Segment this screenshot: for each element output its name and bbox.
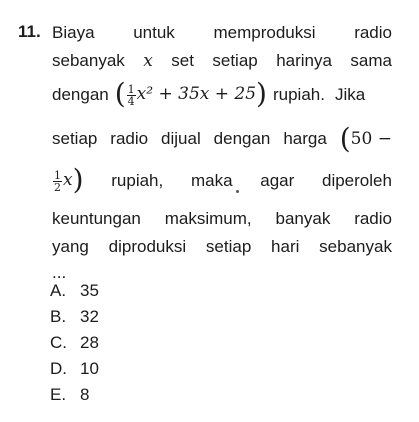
word: dengan (52, 85, 109, 104)
word: setiap (212, 51, 258, 70)
fraction-half: $\frac{1}{2}$ (54, 168, 61, 194)
word: agar (260, 171, 295, 190)
option-b[interactable] (50, 304, 99, 330)
word: untuk (133, 23, 175, 42)
option-value: 28 (80, 333, 99, 352)
option-e[interactable] (50, 382, 99, 408)
question-line-5 (52, 164, 392, 198)
option-d[interactable] (50, 356, 99, 382)
word: sebanyak (52, 51, 125, 70)
word: diperoleh (322, 171, 392, 190)
price-expression-start: (50 − (339, 122, 392, 155)
word: banyak (275, 209, 331, 228)
fraction-quarter: $\frac{1}{4}$ (127, 82, 135, 108)
word: radio (354, 209, 392, 228)
option-label: C. (50, 333, 67, 352)
word: yang (52, 237, 89, 256)
price-expression-end: $\frac{1}{2}$ x) (54, 163, 84, 197)
cost-expression: ( $\frac{1}{4}$ x² + 35x + 25) (114, 77, 267, 111)
word: memproduksi (213, 23, 316, 42)
word: radio (354, 23, 392, 42)
word: radio (110, 129, 149, 148)
word: sama (350, 51, 392, 70)
option-value: 8 (80, 385, 90, 404)
option-value: 10 (80, 359, 99, 378)
word: keuntungan (52, 209, 141, 228)
word: diproduksi (108, 237, 187, 256)
option-label: D. (50, 359, 67, 378)
question-line-4 (52, 122, 392, 156)
word: rupiah. (272, 85, 325, 104)
word: dijual (161, 129, 201, 148)
word: harinya (276, 51, 332, 70)
ellipsis: ... (52, 263, 67, 282)
word: Biaya (52, 23, 95, 42)
question-number: 11. (18, 22, 41, 41)
word: maksimum, (164, 209, 252, 228)
word: setiap (205, 237, 252, 256)
word: set (171, 51, 194, 70)
word: maka (190, 171, 233, 190)
option-c[interactable] (50, 330, 99, 356)
word: rupiah, (111, 171, 164, 190)
question-line-3 (52, 78, 392, 112)
word: setiap (52, 129, 98, 148)
word: hari (271, 237, 300, 256)
option-value: 32 (80, 307, 99, 326)
word: Jika (334, 85, 366, 104)
question-line-8 (52, 256, 392, 290)
question-line-2 (52, 44, 392, 78)
math-variable: x (143, 51, 153, 71)
word: harga (283, 129, 327, 148)
answer-options (50, 278, 99, 408)
option-value: 35 (80, 281, 99, 300)
option-label: E. (50, 385, 67, 404)
word: dengan (213, 129, 271, 148)
word: sebanyak (319, 237, 392, 256)
option-label: A. (50, 281, 67, 300)
ink-dot (236, 190, 239, 193)
option-a[interactable] (50, 278, 99, 304)
option-label: B. (50, 307, 67, 326)
